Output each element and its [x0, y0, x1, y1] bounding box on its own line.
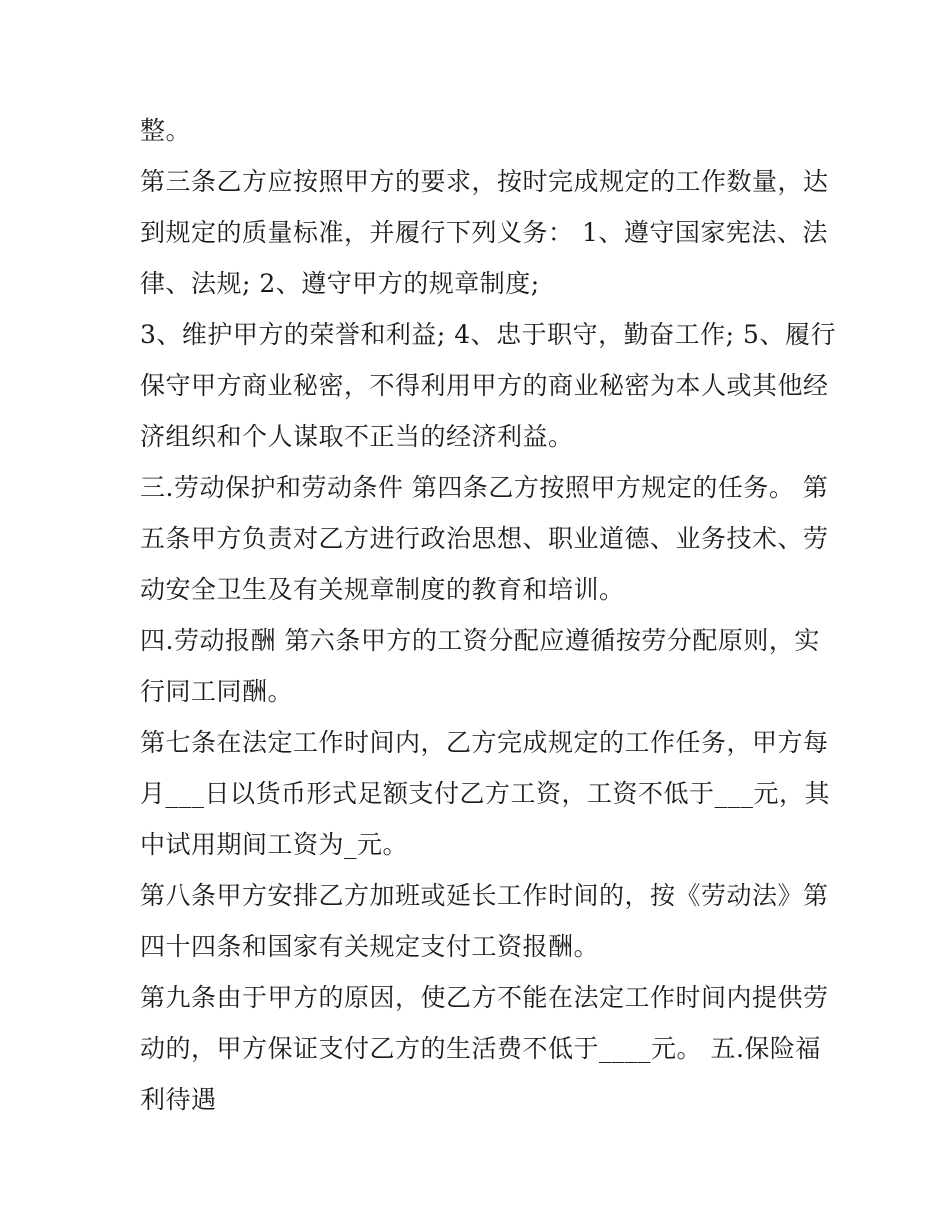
- text-line: 第三条乙方应按照甲方的要求，按时完成规定的工作数量，达: [140, 167, 829, 196]
- text-line: 四十四条和国家有关规定支付工资报酬。: [140, 932, 600, 961]
- text-line: 动安全卫生及有关规章制度的教育和培训。: [140, 575, 625, 604]
- text-line: 中试用期间工资为_元。: [140, 830, 409, 859]
- text-line: 第九条由于甲方的原因，使乙方不能在法定工作时间内提供劳: [140, 983, 829, 1012]
- text-line: 到规定的质量标准，并履行下列义务： 1、遵守国家宪法、法: [140, 218, 828, 247]
- text-line: 整。: [140, 116, 192, 145]
- text-line: 第七条在法定工作时间内，乙方完成规定的工作任务，甲方每: [140, 728, 829, 757]
- text-line: 3、维护甲方的荣誉和利益; 4、忠于职守，勤奋工作; 5、履行: [140, 320, 836, 349]
- text-line: 三.劳动保护和劳动条件 第四条乙方按照甲方规定的任务。 第: [140, 473, 829, 502]
- text-line: 行同工同酬。: [140, 677, 294, 706]
- text-line: 济组织和个人谋取不正当的经济利益。: [140, 422, 574, 451]
- text-line: 四.劳动报酬 第六条甲方的工资分配应遵循按劳分配原则，实: [140, 626, 820, 655]
- document-body: [140, 105, 836, 1125]
- text-line: 保守甲方商业秘密，不得利用甲方的商业秘密为本人或其他经: [140, 371, 829, 400]
- text-line: 五条甲方负责对乙方进行政治思想、职业道德、业务技术、劳: [140, 524, 829, 553]
- text-line: 利待遇: [140, 1085, 217, 1114]
- text-line: 动的，甲方保证支付乙方的生活费不低于____元。 五.保险福: [140, 1034, 821, 1063]
- text-line: 月___日以货币形式足额支付乙方工资，工资不低于___元，其: [140, 779, 831, 808]
- text-line: 第八条甲方安排乙方加班或延长工作时间的，按《劳动法》第: [140, 881, 829, 910]
- text-line: 律、法规; 2、遵守甲方的规章制度;: [140, 269, 540, 298]
